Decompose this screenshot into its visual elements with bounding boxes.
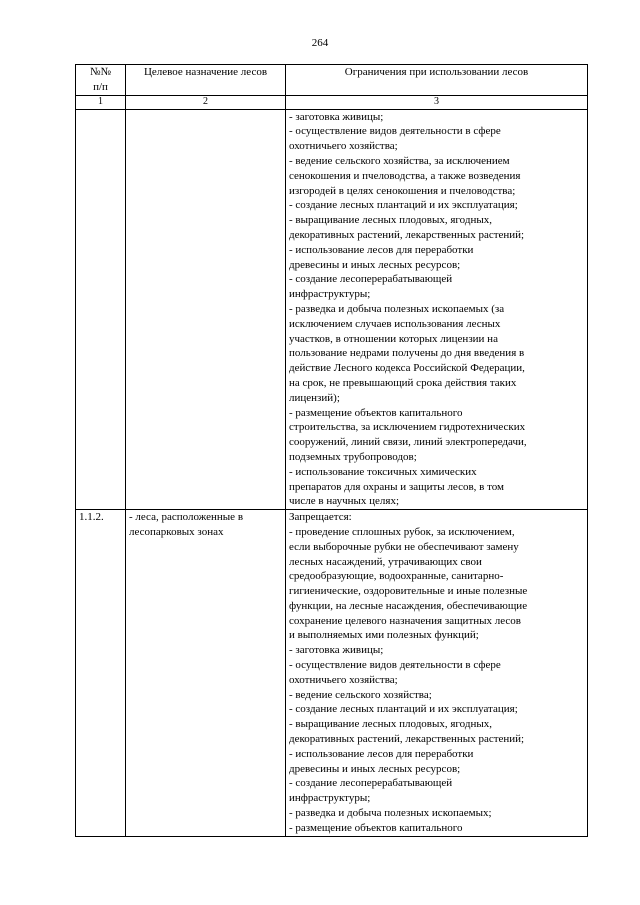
restriction-line: декоративных растений, лекарственных растений;: [289, 733, 525, 746]
restriction-line: - выращивание лесных плодовых, ягодных,: [289, 718, 492, 731]
restriction-line: - разведка и добыча полезных ископаемых;: [289, 807, 492, 820]
restriction-line: - создание лесных плантаций и их эксплуатация;: [289, 703, 518, 716]
restriction-line: инфраструктуры;: [289, 288, 371, 301]
restriction-line: - проведение сплошных рубок, за исключением,: [289, 525, 515, 538]
restriction-line: препаратов для охраны и защиты лесов, в том: [289, 480, 505, 493]
restriction-line: исключением случаев использования лесных: [289, 317, 501, 330]
restriction-line: сооружений, линий связи, линий электропередачи,: [289, 436, 527, 449]
purpose-line: - леса, расположенные в: [129, 511, 244, 524]
restriction-line: охотничьего хозяйства;: [289, 673, 398, 686]
row-restrictions: [286, 109, 588, 510]
restriction-line: - размещение объектов капитального: [289, 821, 463, 834]
restriction-line: действие Лесного кодекса Российской Федерации,: [289, 362, 525, 375]
restriction-line: - выращивание лесных плодовых, ягодных,: [289, 214, 492, 227]
table-row: [76, 109, 588, 510]
restriction-line: - осуществление видов деятельности в сфере: [289, 125, 501, 138]
restriction-line: - осуществление видов деятельности в сфере: [289, 659, 501, 672]
restriction-line: - заготовка живицы;: [289, 644, 384, 657]
restriction-line: строительства, за исключением гидротехнических: [289, 421, 526, 434]
restriction-line: лицензий);: [289, 391, 340, 404]
restriction-line: - использование токсичных химических: [289, 465, 477, 478]
restriction-line: - создание лесоперерабатывающей: [289, 777, 453, 790]
row-number: [76, 109, 126, 510]
restriction-line: изгородей в целях сенокошения и пчеловодства;: [289, 184, 516, 197]
restriction-line: древесины и иных лесных ресурсов;: [289, 762, 461, 775]
row-restrictions: [286, 510, 588, 837]
restriction-line: древесины и иных лесных ресурсов;: [289, 258, 461, 271]
restriction-line: Запрещается:: [289, 511, 352, 524]
restriction-line: - использование лесов для переработки: [289, 747, 474, 760]
column-number: 3: [286, 95, 588, 109]
row-purpose: [126, 109, 286, 510]
restriction-line: сохранение целевого назначения защитных лесов: [289, 614, 521, 627]
header-number-line2: п/п: [93, 80, 108, 93]
restriction-line: - создание лесных плантаций и их эксплуатация;: [289, 199, 518, 212]
header-number-line1: №№: [90, 66, 111, 78]
column-number-row: [76, 95, 588, 109]
column-number: 2: [126, 95, 286, 109]
row-number: 1.1.2.: [76, 510, 126, 837]
restriction-line: если выборочные рубки не обеспечивают замену: [289, 540, 519, 553]
page-number: 264: [311, 37, 329, 49]
restriction-line: декоративных растений, лекарственных растений;: [289, 228, 525, 241]
restriction-line: - ведение сельского хозяйства;: [289, 688, 432, 701]
purpose-line: лесопарковых зонах: [129, 525, 224, 538]
restriction-line: инфраструктуры;: [289, 792, 371, 805]
table-row: [76, 510, 588, 837]
restriction-line: и выполняемых ими полезных функций;: [289, 629, 479, 642]
restriction-line: пользование недрами получены до дня введения в: [289, 347, 525, 360]
restriction-line: - размещение объектов капитального: [289, 406, 463, 419]
restriction-line: гигиенические, оздоровительные и иные полезные: [289, 585, 528, 598]
header-restrictions: Ограничения при использовании лесов: [286, 65, 588, 96]
restriction-line: участков, в отношении которых лицензии на: [289, 332, 498, 345]
restriction-line: на срок, не превышающий срока действия таких: [289, 376, 517, 389]
table-header-row: [76, 65, 588, 96]
restriction-line: - ведение сельского хозяйства, за исключением: [289, 154, 510, 167]
restriction-line: подземных трубопроводов;: [289, 450, 417, 463]
restriction-line: охотничьего хозяйства;: [289, 140, 398, 153]
header-number: [76, 65, 126, 96]
restriction-line: числе в научных целях;: [289, 495, 400, 508]
restriction-line: - создание лесоперерабатывающей: [289, 273, 453, 286]
header-purpose: Целевое назначение лесов: [126, 65, 286, 96]
row-purpose: [126, 510, 286, 837]
column-number: 1: [76, 95, 126, 109]
restriction-line: - заготовка живицы;: [289, 110, 384, 123]
restriction-line: функции, на лесные насаждения, обеспечивающие: [289, 599, 528, 612]
restriction-line: - разведка и добыча полезных ископаемых (за: [289, 302, 505, 315]
restriction-line: лесных насаждений, утрачивающих свои: [289, 555, 482, 568]
restrictions-table: [75, 64, 588, 837]
restriction-line: средообразующие, водоохранные, санитарно-: [289, 570, 504, 583]
restriction-line: сенокошения и пчеловодства, а также возведения: [289, 169, 521, 182]
restriction-line: - использование лесов для переработки: [289, 243, 474, 256]
